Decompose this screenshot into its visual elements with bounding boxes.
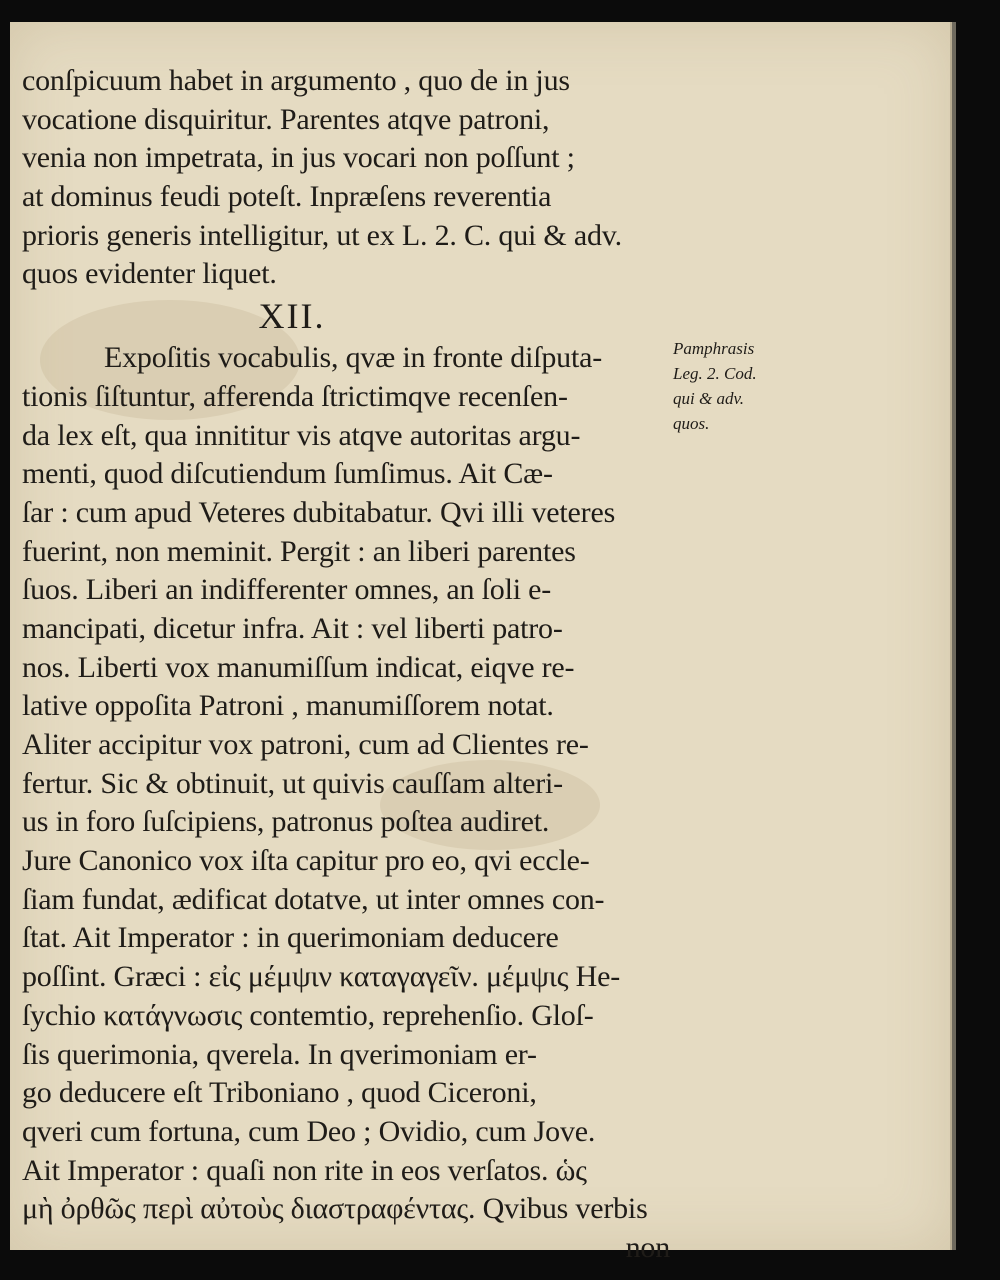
text-line: qveri cum fortuna, cum Deo ; Ovidio, cum Jove. [22,1114,596,1148]
text-line: quos evidenter liquet. [22,257,277,291]
text-line: tionis ſiſtuntur, afferenda ſtrictimqve recenſen- [22,379,568,413]
text-line: fertur. Sic & obtinuit, ut quivis cauſſam alteri- [22,766,563,800]
text-line: Ait Imperator : quaſi non rite in eos verſatos. ὡς [22,1153,587,1187]
text-line: venia non impetrata, in jus vocari non poſſunt ; [22,141,575,175]
text-line: at dominus feudi poteſt. Inpræſens reverentia [22,180,552,214]
margin-note-line: quos. [673,414,710,433]
text-line: ſis querimonia, qverela. In qverimoniam er- [22,1037,537,1071]
section-heading: XII. [258,296,326,337]
text-line: ſuos. Liberi an indifferenter omnes, an ſoli e- [22,573,552,607]
text-line: prioris generis intelligitur, ut ex L. 2. C. qui & adv. [22,218,622,252]
latin-text-block [22,62,672,1268]
text-line: us in foro ſuſcipiens, patronus poſtea audiret. [22,805,550,839]
text-line: Aliter accipitur vox patroni, cum ad Clientes re- [22,728,589,761]
text-line: ſtat. Ait Imperator : in querimoniam deducere [22,921,559,955]
text-line: poſſint. Græci : εἰς μέμψιν καταγαγεῖν. μέμψις He- [22,960,620,994]
text-line: ſychio κατάγνωσις contemtio, reprehenſio. Gloſ- [22,998,594,1032]
text-line: menti, quod diſcutiendum ſumſimus. Ait Cæ- [22,457,553,491]
text-line: fuerint, non meminit. Pergit : an liberi parentes [22,534,576,568]
text-line: ſiam fundat, ædificat dotatve, ut inter omnes con- [22,882,605,916]
text-line: ſar : cum apud Veteres dubitabatur. Qvi illi veteres [22,495,616,529]
text-line: lative oppoſita Patroni , manumiſſorem notat. [22,689,554,723]
text-line: nos. Liberti vox manumiſſum indicat, eiqve re- [22,650,575,684]
text-line: da lex eſt, qua innititur vis atqve autoritas argu- [22,418,581,452]
text-line: vocatione disquiritur. Parentes atqve patroni, [22,102,550,136]
page-edge [952,22,956,1250]
margin-note-line: Leg. 2. Cod. [673,364,757,383]
catchword: non [625,1230,670,1264]
text-line: Expoſitis vocabulis, qvæ in fronte diſputa- [104,341,603,375]
margin-note-line: qui & adv. [673,389,744,408]
margin-note [673,336,813,436]
text-line: μὴ ὀρθῶς περὶ αὐτοὺς διαστραφέντας. Qvibus verbis [22,1192,648,1226]
text-line: Jure Canonico vox iſta capitur pro eo, qvi eccle- [22,844,590,878]
margin-note-line: Pamphrasis [673,339,755,358]
text-line: go deducere eſt Triboniano , quod Ciceroni, [22,1076,537,1110]
text-line: mancipati, dicetur infra. Ait : vel liberti patro- [22,611,563,645]
text-line: conſpicuum habet in argumento , quo de in jus [22,64,570,97]
